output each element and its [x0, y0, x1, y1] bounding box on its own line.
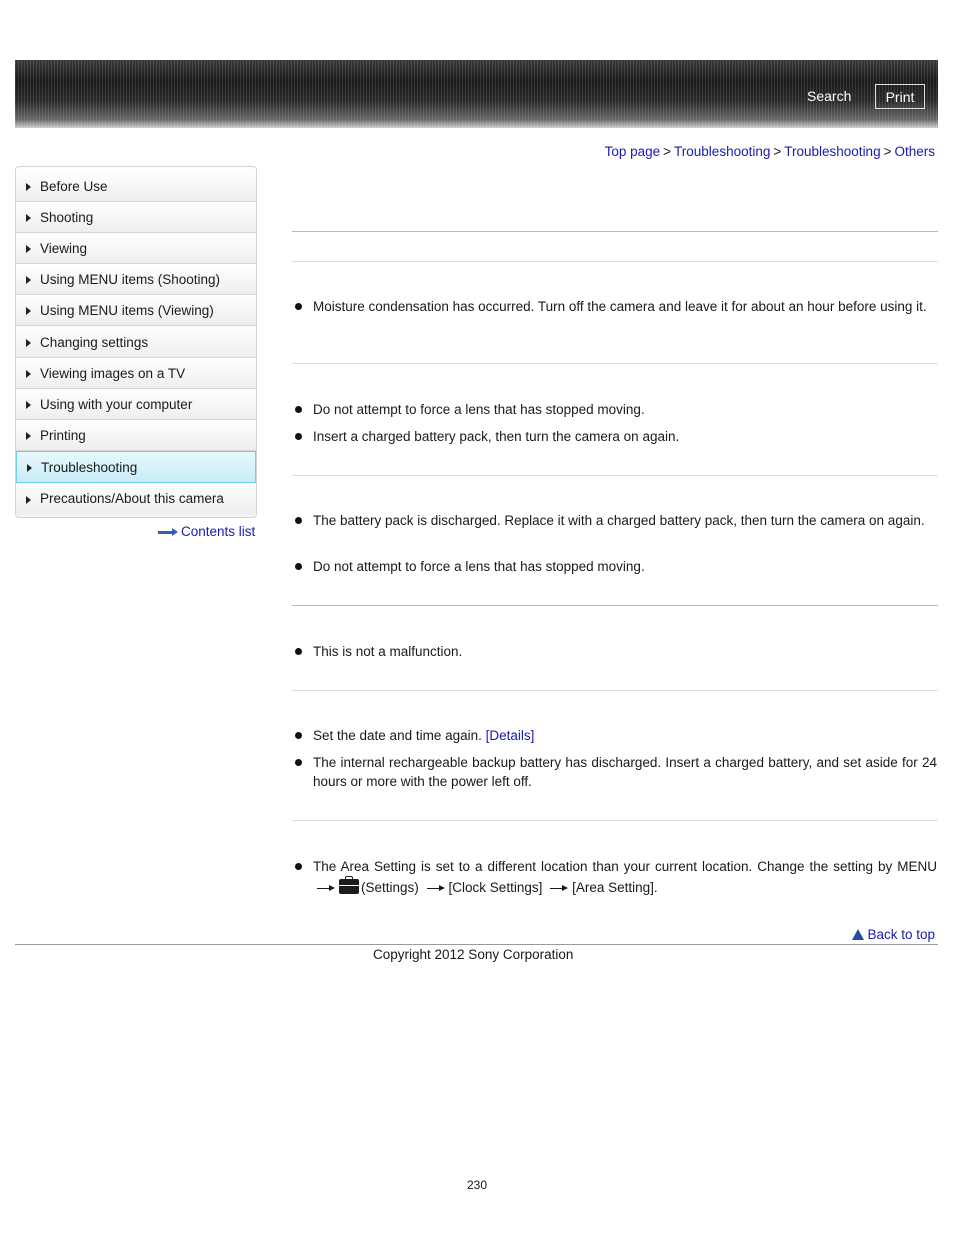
bullet-icon — [295, 303, 302, 310]
sidebar-item-label: Using with your computer — [40, 396, 193, 412]
section-divider — [292, 820, 938, 821]
sidebar-item-label: Changing settings — [40, 334, 149, 350]
sidebar-item-label: Using MENU items (Shooting) — [40, 271, 221, 287]
section-divider — [292, 261, 938, 262]
bullet-icon — [295, 648, 302, 655]
breadcrumb-top-page[interactable]: Top page — [604, 144, 661, 159]
triangle-up-icon — [852, 929, 864, 940]
bullet-text: The battery pack is discharged. Replace it with a charged battery pack, then turn the camera on again. — [313, 513, 925, 528]
sidebar-item-label: Shooting — [40, 209, 94, 225]
list-item — [293, 726, 937, 745]
bullet-icon — [295, 433, 302, 440]
sidebar-item-label: Viewing images on a TV — [40, 365, 186, 381]
sidebar-item-viewing[interactable] — [16, 233, 256, 264]
sidebar-item-troubleshooting[interactable] — [16, 451, 256, 483]
triangle-right-icon — [26, 245, 31, 253]
details-link[interactable]: [Details] — [485, 728, 535, 743]
list-item — [293, 856, 937, 898]
sidebar-item-before-use[interactable] — [16, 171, 256, 202]
triangle-right-icon — [26, 276, 31, 284]
back-to-top-label: Back to top — [867, 927, 935, 942]
sidebar-item-printing[interactable] — [16, 420, 256, 451]
sidebar-item-label: Precautions/About this camera — [40, 491, 224, 506]
breadcrumb — [605, 144, 935, 159]
header-bar — [15, 60, 938, 128]
clock-settings-label: [Clock Settings] — [448, 880, 543, 895]
breadcrumb-troubleshooting-sub[interactable]: Troubleshooting — [784, 144, 881, 159]
list-item — [293, 753, 937, 791]
breadcrumb-troubleshooting[interactable]: Troubleshooting — [674, 144, 771, 159]
search-link[interactable]: Search — [807, 88, 852, 104]
triangle-right-icon — [26, 496, 31, 504]
sidebar-item-menu-shooting[interactable] — [16, 264, 256, 295]
arrow-right-icon — [550, 884, 568, 892]
list-item — [293, 642, 937, 661]
bullet-icon — [295, 517, 302, 524]
triangle-right-icon — [26, 307, 31, 315]
bullet-text: Moisture condensation has occurred. Turn off the camera and leave it for about an hour before using it. — [313, 299, 927, 314]
breadcrumb-others[interactable]: Others — [894, 144, 935, 159]
arrow-right-icon — [158, 528, 178, 536]
toolbox-icon — [339, 879, 359, 894]
breadcrumb-separator: > — [663, 144, 672, 159]
bullet-icon — [295, 563, 302, 570]
arrow-right-icon — [427, 884, 445, 892]
bullet-icon — [295, 406, 302, 413]
list-item — [293, 297, 937, 316]
section-divider — [292, 363, 938, 364]
sidebar-item-viewing-tv[interactable] — [16, 358, 256, 389]
contents-list-link[interactable] — [158, 524, 255, 539]
sidebar-item-label: Troubleshooting — [41, 459, 138, 475]
list-item — [293, 400, 937, 419]
copyright-text: Copyright 2012 Sony Corporation — [373, 947, 574, 962]
section-divider — [292, 231, 938, 232]
triangle-right-icon — [26, 370, 31, 378]
sidebar-item-changing-settings[interactable] — [16, 327, 256, 358]
arrow-right-icon — [317, 884, 335, 892]
bullet-text: The internal rechargeable backup battery has discharged. Insert a charged battery, and set aside for 24 hours or more with the power left off. — [313, 755, 937, 789]
sidebar-item-shooting[interactable] — [16, 202, 256, 233]
list-item — [293, 511, 937, 530]
settings-label: (Settings) — [361, 880, 419, 895]
bullet-icon — [295, 863, 302, 870]
page-number: 230 — [466, 1178, 488, 1192]
bullet-text: Do not attempt to force a lens that has stopped moving. — [313, 559, 645, 574]
back-to-top-link[interactable] — [852, 927, 935, 942]
list-item — [293, 557, 937, 576]
triangle-right-icon — [26, 183, 31, 191]
bullet-text: Insert a charged battery pack, then turn the camera on again. — [313, 429, 680, 444]
sidebar-item-label: Before Use — [40, 178, 108, 194]
triangle-right-icon — [26, 432, 31, 440]
contents-list-label: Contents list — [181, 524, 256, 539]
list-item — [293, 427, 937, 446]
sidebar-item-label: Printing — [40, 427, 86, 443]
sidebar-item-menu-viewing[interactable] — [16, 295, 256, 326]
bullet-text: Set the date and time again. — [313, 728, 482, 743]
print-button[interactable]: Print — [875, 84, 925, 109]
sidebar-item-computer[interactable] — [16, 389, 256, 420]
bullet-icon — [295, 732, 302, 739]
area-setting-label: [Area Setting]. — [572, 880, 658, 895]
triangle-right-icon — [26, 401, 31, 409]
breadcrumb-separator: > — [773, 144, 782, 159]
triangle-right-icon — [26, 339, 31, 347]
sidebar-item-precautions[interactable] — [16, 483, 256, 514]
section-divider — [292, 690, 938, 691]
triangle-right-icon — [27, 464, 32, 472]
breadcrumb-separator: > — [883, 144, 892, 159]
footer-divider — [15, 944, 938, 945]
section-divider — [292, 605, 938, 606]
section-divider — [292, 475, 938, 476]
bullet-text: The Area Setting is set to a different location than your current location. Change the setting by MENU — [313, 859, 937, 874]
triangle-right-icon — [26, 214, 31, 222]
sidebar-nav — [15, 166, 257, 518]
bullet-text: Do not attempt to force a lens that has stopped moving. — [313, 402, 645, 417]
sidebar-item-label: Viewing — [40, 240, 88, 256]
bullet-text: This is not a malfunction. — [313, 644, 463, 659]
sidebar-item-label: Using MENU items (Viewing) — [40, 302, 214, 318]
bullet-icon — [295, 759, 302, 766]
